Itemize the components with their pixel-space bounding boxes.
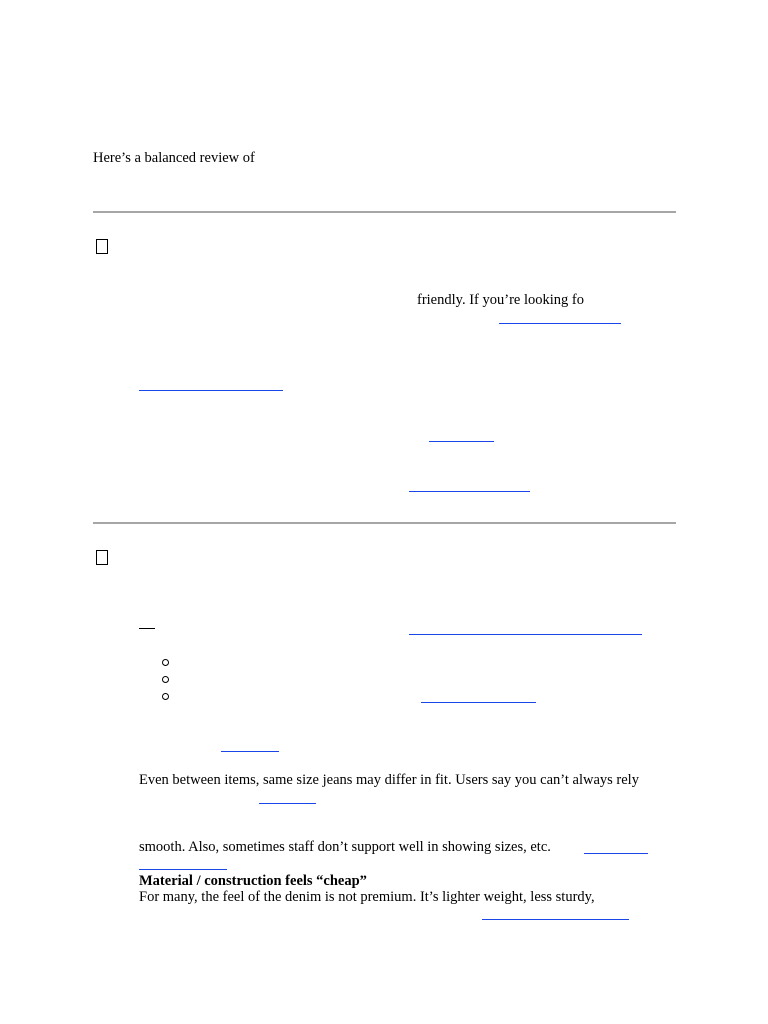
section-1-link-2[interactable] xyxy=(139,390,283,391)
sub-bullet-2-icon xyxy=(162,676,169,683)
sub-bullet-1-icon xyxy=(162,659,169,666)
section-1-link-1[interactable] xyxy=(499,323,621,324)
material-heading: Material / construction feels “cheap” xyxy=(139,873,367,889)
section-2-link-6[interactable] xyxy=(139,869,227,870)
section-divider-1 xyxy=(93,211,676,213)
section-1-checkbox-icon xyxy=(96,239,108,254)
section-2-link-5[interactable] xyxy=(584,853,648,854)
intro-text: Here’s a balanced review of xyxy=(93,150,255,166)
sub-bullet-3-icon xyxy=(162,693,169,700)
section-divider-2 xyxy=(93,522,676,524)
service-paragraph: smooth. Also, sometimes staff don’t support well in showing sizes, etc. xyxy=(139,839,551,855)
section-2-link-4[interactable] xyxy=(259,803,316,804)
em-dash xyxy=(139,628,155,629)
fit-paragraph: Even between items, same size jeans may differ in fit. Users say you can’t always rely xyxy=(139,772,639,788)
section-1-partial-text: friendly. If you’re looking fo xyxy=(417,292,584,308)
section-1-link-3[interactable] xyxy=(429,441,494,442)
section-1-link-4[interactable] xyxy=(409,491,530,492)
section-2-link-7[interactable] xyxy=(482,919,629,920)
section-2-link-1[interactable] xyxy=(409,634,642,635)
section-2-checkbox-icon xyxy=(96,550,108,565)
material-paragraph: For many, the feel of the denim is not premium. It’s lighter weight, less sturdy, xyxy=(139,889,595,905)
section-2-link-2[interactable] xyxy=(421,702,536,703)
section-2-link-3[interactable] xyxy=(221,751,279,752)
